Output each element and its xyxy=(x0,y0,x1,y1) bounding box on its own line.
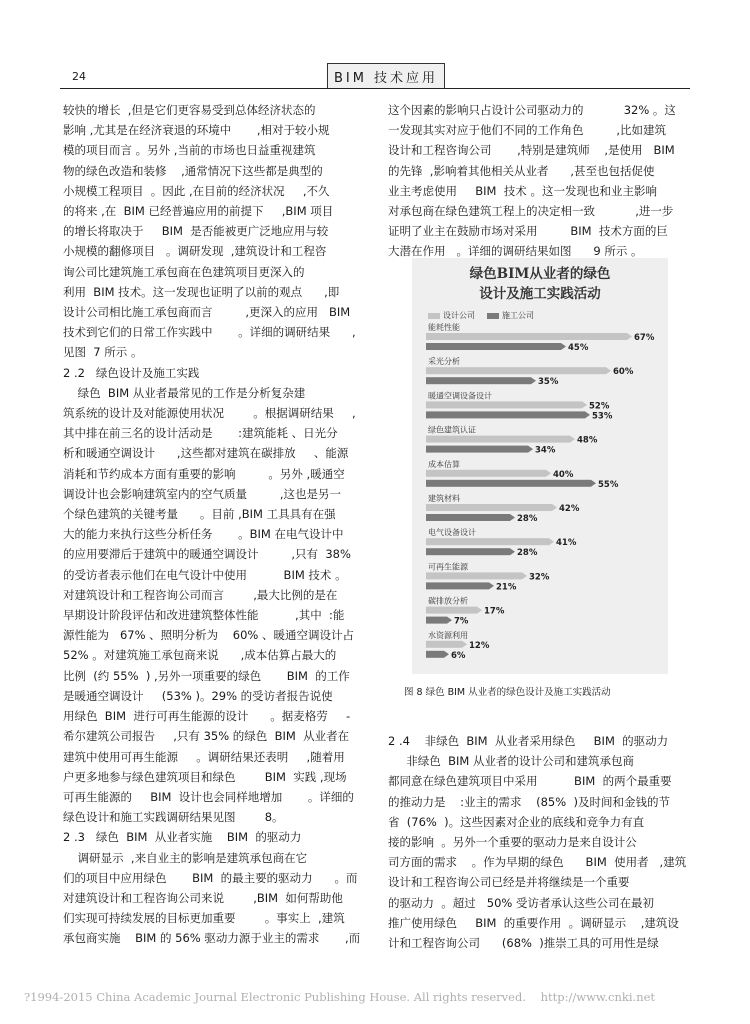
bar-tip xyxy=(447,617,452,624)
text-line: 筑系统的设计及对能源使用状况 。根据调研结果 , xyxy=(63,406,356,421)
text-line: 用绿色 BIM 进行可再生能源的设计 。据麦格劳 - xyxy=(63,709,351,724)
text-line: 都同意在绿色建筑项目中采用 BIM 的两个最重要 xyxy=(388,774,672,789)
value-label: 67% xyxy=(634,333,655,343)
text-line: 的先锋 ,影响着其他相关从业者 ,甚至也包括促使 xyxy=(388,163,655,178)
text-line: 一发现其实对应于他们不同的工作角色 ,比如建筑 xyxy=(388,123,667,138)
bar-design xyxy=(426,504,552,511)
text-line: 绿色 BIM 从业者最常见的工作是分析复杂建 xyxy=(63,385,306,400)
text-line: 非绿色 BIM 从业者的设计公司和建筑承包商 xyxy=(388,754,634,769)
bar-tip xyxy=(561,343,566,350)
text-line: 调设计也会影响建筑室内的空气质量 ,这也是另一 xyxy=(63,486,342,501)
bar-design xyxy=(426,641,462,648)
category-label: 建筑材料 xyxy=(428,494,460,503)
bar-design xyxy=(426,572,522,579)
category-label: 电气设备设计 xyxy=(428,528,476,538)
header-rule xyxy=(60,88,690,89)
bar-tip xyxy=(582,401,587,408)
bar-tip xyxy=(585,411,590,418)
text-line: 省 (76% )。这些因素对企业的底线和竞争力有直 xyxy=(388,814,645,829)
category-label: 绿色建筑认证 xyxy=(428,425,476,435)
value-label: 12% xyxy=(469,640,490,651)
bar-construction xyxy=(426,582,489,589)
bar-construction xyxy=(426,548,510,555)
left-column xyxy=(63,100,363,949)
text-line: 模的项目而言 。另外 ,当前的市场也日益重视建筑 xyxy=(63,143,316,158)
text-line: 这个因素的影响只占设计公司驱动力的 32% 。这 xyxy=(388,103,676,117)
bar-tip xyxy=(627,333,632,340)
running-title: BIM 技术应用 xyxy=(327,63,445,89)
text-line: 设计和工程咨询公司已经是并将继续是一个重要 xyxy=(388,875,630,890)
value-label: 41% xyxy=(556,538,577,549)
text-line: 52% 。对建筑施工承包商来说 ,成本估算占最大的 xyxy=(63,648,337,663)
copyright-footer: ?1994-2015 China Academic Journal Electronic Publishing House. All rights reserved. http://www.cnki.net xyxy=(24,990,656,1004)
value-label: 48% xyxy=(577,435,598,446)
text-line: 见图 7 所示 。 xyxy=(63,345,143,360)
text-line: 是暖通空调设计 (53% )。29% 的受访者报告说使 xyxy=(63,688,333,703)
value-label: 55% xyxy=(598,479,619,490)
bar-tip xyxy=(549,538,554,545)
page-number: 24 xyxy=(72,70,86,83)
text-line: 利用 BIM 技术。这一发现也证明了以前的观点 ,即 xyxy=(63,284,340,299)
text-line: 比例 (约 55% ) ,另外一项重要的绿色 BIM 的工作 xyxy=(63,668,350,683)
text-line: 的推动力是 :业主的需求 (85% )及时间和金钱的节 xyxy=(388,794,670,809)
text-line: 个绿色建筑的关键考量 。目前 ,BIM 工具具有在强 xyxy=(63,507,336,522)
bar-tip xyxy=(489,582,494,589)
text-line: 大潜在作用 。详细的调研结果如图 9 所示 。 xyxy=(388,244,643,259)
text-line: 的增长将取决于 BIM 是否能被更广泛地应用与较 xyxy=(63,224,329,239)
text-line: 小规模工程项目 。因此 ,在目前的经济状况 ,不久 xyxy=(63,183,330,198)
value-label: 21% xyxy=(496,582,517,593)
value-label: 28% xyxy=(517,548,538,559)
text-line: 可再生能源的 BIM 设计也会同样地增加 。详细的 xyxy=(63,789,354,804)
bar-tip xyxy=(546,470,551,477)
bar-design xyxy=(426,367,606,374)
text-line: 询公司比建筑施工承包商在色建筑项目更深入的 xyxy=(63,264,305,279)
text-line: 2 .3 绿色 BIM 从业者实施 BIM 的驱动力 xyxy=(63,830,302,845)
text-line: 影响 ,尤其是在经济衰退的环境中 ,相对于较小规 xyxy=(63,123,330,138)
bar-tip xyxy=(510,514,515,521)
value-label: 42% xyxy=(559,504,580,514)
value-label: 53% xyxy=(592,411,613,422)
text-line: 析和暖通空调设计 ,这些都对建筑在碳排放 、能源 xyxy=(63,446,349,461)
figure-title-line2: 设计及施工实践活动 xyxy=(479,286,601,302)
category-label: 成本估算 xyxy=(428,459,460,469)
bar-construction xyxy=(426,617,447,624)
text-line: 技术到它们的日常工作实践中 。详细的调研结果 , xyxy=(63,325,356,340)
text-line: 2 .2 绿色设计及施工实践 xyxy=(63,365,200,380)
bar-tip xyxy=(528,446,533,453)
legend-label-design: 设计公司 xyxy=(443,311,475,320)
legend-label-construction: 施工公司 xyxy=(502,311,534,320)
figure-8 xyxy=(412,258,668,674)
bar-tip xyxy=(444,651,449,658)
value-label: 28% xyxy=(517,514,538,524)
bar-construction xyxy=(426,480,591,487)
right-column-bottom xyxy=(388,731,688,953)
bar-construction xyxy=(426,377,531,384)
bar-design xyxy=(426,470,546,477)
bar-construction xyxy=(426,514,510,521)
text-line: 对承包商在绿色建筑工程上的决定相一致 ,进一步 xyxy=(388,204,674,219)
bar-construction xyxy=(426,446,528,453)
category-label: 碳排放分析 xyxy=(428,596,468,606)
value-label: 7% xyxy=(454,616,469,627)
value-label: 35% xyxy=(538,377,559,388)
bar-construction xyxy=(426,411,585,418)
text-line: 的将来 ,在 BIM 已经普遍应用的前提下 ,BIM 项目 xyxy=(63,204,334,219)
bar-design xyxy=(426,607,477,614)
figure-caption: 图 8 绿色 BIM 从业者的绿色设计及施工实践活动 xyxy=(404,687,611,698)
bar-design xyxy=(426,436,570,443)
value-label: 17% xyxy=(484,606,505,617)
bar-tip xyxy=(570,436,575,443)
category-label: 水资源利用 xyxy=(428,630,468,640)
text-line: 小规模的翻修项目 。调研发现 ,建筑设计和工程咨 xyxy=(63,244,327,259)
text-line: 其中排在前三名的设计活动是 :建筑能耗 、日光分 xyxy=(63,426,338,441)
value-label: 45% xyxy=(568,343,589,353)
text-line: 证明了业主在鼓励市场对采用 BIM 技术方面的巨 xyxy=(388,224,668,239)
text-line: 承包商实施 BIM 的 56% 驱动力源于业主的需求 ,而 xyxy=(63,931,361,946)
text-line: 们实现可持续发展的目标更加重要 。事实上 ,建筑 xyxy=(63,911,345,926)
text-line: 的应用要滞后于建筑中的暖通空调设计 ,只有 38% xyxy=(63,547,351,562)
text-line: 们的项目中应用绿色 BIM 的最主要的驱动力 。而 xyxy=(63,870,358,885)
text-line: 设计和工程咨询公司 ,特别是建筑师 ,是使用 BIM xyxy=(388,143,675,158)
text-line: 较快的增长 ,但是它们更容易受到总体经济状态的 xyxy=(63,103,316,117)
text-line: 户更多地参与绿色建筑项目和绿色 BIM 实践 ,现场 xyxy=(63,769,347,784)
text-line: 接的影响 。另外一个重要的驱动力是来自设计公 xyxy=(388,835,637,850)
text-line: 对建筑设计和工程咨询公司来说 ,BIM 如何帮助他 xyxy=(63,890,343,905)
category-label: 暖通空调设备设计 xyxy=(428,391,492,401)
text-line: 希尔建筑公司报告 ,只有 35% 的绿色 BIM 从业者在 xyxy=(63,729,350,744)
text-line: 消耗和节约成本方面有重要的影响 。另外 ,暖通空 xyxy=(63,466,345,481)
category-label: 采光分析 xyxy=(428,357,460,367)
value-label: 60% xyxy=(613,367,634,378)
bar-tip xyxy=(606,367,611,374)
right-column-top xyxy=(388,100,688,262)
bar-tip xyxy=(552,504,557,511)
value-label: 40% xyxy=(553,469,574,480)
text-line: 推广使用绿色 BIM 的重要作用 。调研显示 ,建筑设 xyxy=(388,915,679,930)
category-label: 可再生能源 xyxy=(428,562,468,572)
text-line: 物的绿色改造和装修 ,通常情况下这些都是典型的 xyxy=(63,163,323,178)
bar-tip xyxy=(522,572,527,579)
bar-construction xyxy=(426,343,561,350)
bar-design xyxy=(426,333,627,340)
figure-title-line1: 绿色BIM从业者的绿色 xyxy=(469,266,611,282)
text-line: 源性能为 67% 、照明分析为 60% 、暖通空调设计占 xyxy=(63,628,355,643)
text-line: 计和工程咨询公司 (68% )推崇工具的可用性是绿 xyxy=(388,936,659,951)
text-line: 绿色设计和施工实践调研结果见图 8。 xyxy=(63,810,284,825)
text-line: 建筑中使用可再生能源 。调研结果还表明 ,随着用 xyxy=(63,749,345,764)
text-line: 司方面的需求 。作为早期的绿色 BIM 使用者 ,建筑 xyxy=(388,855,687,870)
value-label: 32% xyxy=(529,572,550,583)
bar-design xyxy=(426,538,549,545)
bar-tip xyxy=(477,607,482,614)
category-label: 能耗性能 xyxy=(428,323,460,332)
bar-tip xyxy=(591,480,596,487)
text-line: 设计公司相比施工承包商而言 ,更深入的应用 BIM xyxy=(63,305,351,320)
text-line: 的驱动力 。超过 50% 受访者承认这些公司在最初 xyxy=(388,895,654,910)
text-line: 的受访者表示他们在电气设计中使用 BIM 技术 。 xyxy=(63,567,347,582)
text-line: 调研显示 ,来自业主的影响是建筑承包商在它 xyxy=(63,850,308,865)
bar-tip xyxy=(531,377,536,384)
value-label: 52% xyxy=(589,401,610,412)
text-line: 业主考虑使用 BIM 技术 。这一发现也和业主影响 xyxy=(388,183,657,198)
text-line: 早期设计阶段评估和改进建筑整体性能 ,其中 :能 xyxy=(63,608,345,623)
bar-tip xyxy=(462,641,467,648)
text-line: 大的能力来执行这些分析任务 。BIM 在电气设计中 xyxy=(63,527,344,542)
bar-tip xyxy=(510,548,515,555)
value-label: 6% xyxy=(451,650,466,661)
text-line: 对建筑设计和工程咨询公司而言 ,最大比例的是在 xyxy=(63,587,338,602)
bar-chart xyxy=(412,258,668,674)
value-label: 34% xyxy=(535,445,556,456)
bar-design xyxy=(426,401,582,408)
bar-construction xyxy=(426,651,444,658)
text-line: 2 .4 非绿色 BIM 从业者采用绿色 BIM 的驱动力 xyxy=(388,734,669,748)
